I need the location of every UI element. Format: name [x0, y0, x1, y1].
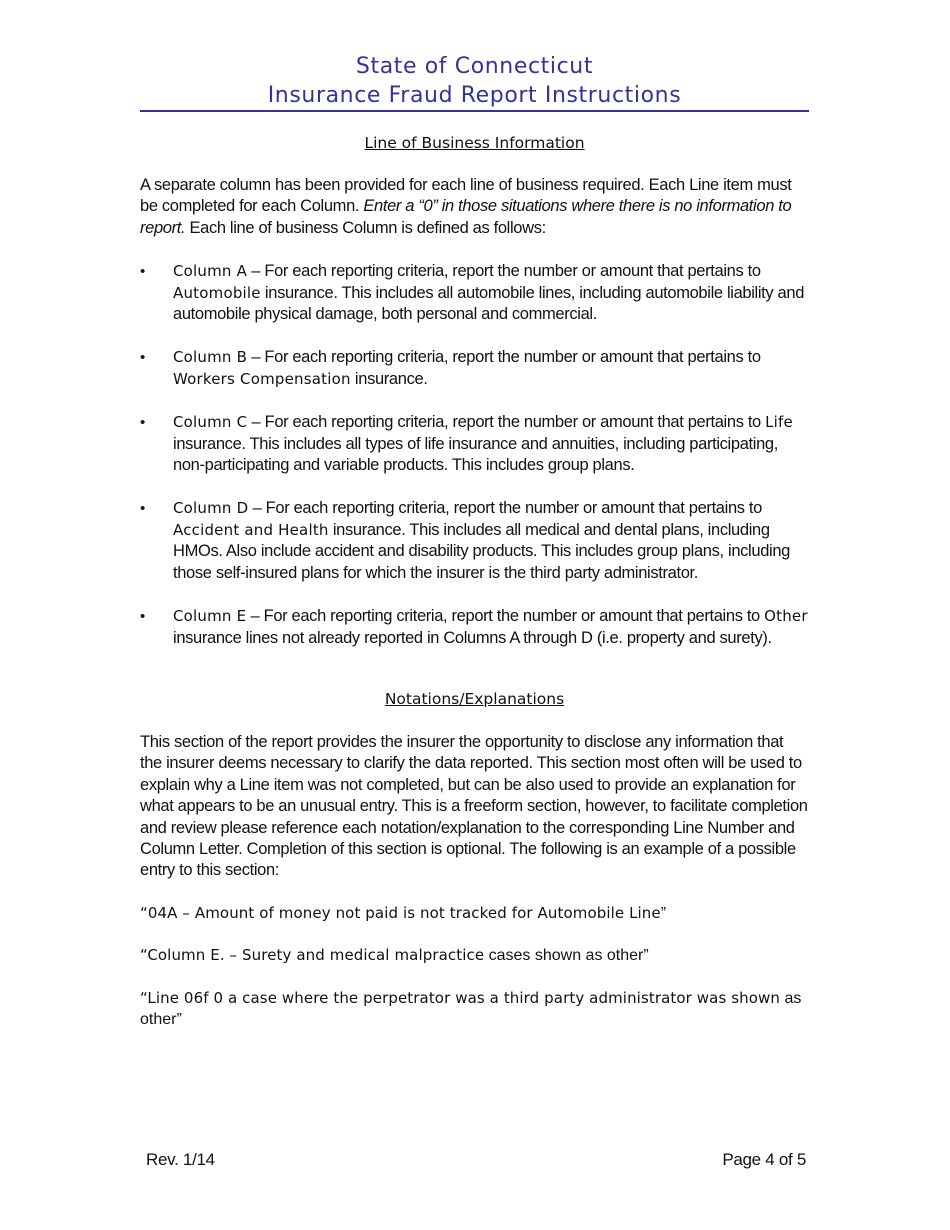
title-line-report: Insurance Fraud Report Instructions — [267, 83, 682, 108]
example-entry-1: “04A – Amount of money not paid is not tracked for Automobile Line” — [140, 903, 667, 922]
line-name: Other — [764, 607, 808, 626]
line-name: Life — [765, 413, 793, 432]
example-entry-3: “Line 06f 0 a case where the perpetrator was a third party administrator was shown as other” — [140, 988, 802, 1028]
page-number: Page 4 of 5 — [722, 1150, 806, 1169]
column-definition-e: • Column E – For each reporting criteria, report the number or amount that pertains to Other insurance lines not already reported in Columns A through D (i.e. property and surety). — [140, 606, 809, 649]
example-entry-2: “Column E. – Surety and medical malpractice cases shown as other” — [140, 946, 649, 965]
line-name: Accident and Health — [173, 520, 329, 539]
column-label: Column A — [173, 262, 248, 281]
revision-label: Rev. 1/14 — [146, 1150, 215, 1169]
column-label: Column D — [173, 499, 249, 518]
column-definition-d: • Column D – For each reporting criteria, report the number or amount that pertains to Accident and Health insurance. This includes all medical and dental plans, including HMOs. Also include accident and disability products. This includes group plans, including those self-insured plans for which the insurer is the third party administrator. — [140, 498, 809, 584]
line-of-business-intro: A separate column has been provided for each line of business required. Each Line item must be completed for each Column. Enter a “0” in those situations where there is no information to report. Each line of business Column is defined as follows: — [140, 176, 792, 237]
notations-heading: Notations/Explanations — [384, 689, 565, 708]
line-name: Workers Compensation — [173, 369, 351, 388]
column-label: Column C — [173, 413, 248, 432]
document-title — [140, 52, 809, 112]
document-page — [140, 52, 809, 1030]
column-label: Column B — [173, 348, 248, 367]
line-name: Automobile — [173, 283, 261, 302]
line-of-business-heading: Line of Business Information — [364, 134, 585, 152]
column-definitions-list — [140, 261, 809, 649]
column-definition-b: • Column B – For each reporting criteria, report the number or amount that pertains to Workers Compensation insurance. — [140, 347, 809, 390]
notations-paragraph: This section of the report provides the insurer the opportunity to disclose any information that the insurer deems necessary to clarify the data reported. This section most often will be used to explain why a Line item was not completed, but can be also used to provide an explanation for what appears to be an unusual entry. This is a freeform section, however, to facilitate completion and review please reference each notation/explanation to the corresponding Line Number and Column Letter. Completion of this section is optional. The following is an example of a possible entry to this section: — [140, 732, 808, 880]
column-definition-c: • Column C – For each reporting criteria, report the number or amount that pertains to Life insurance. This includes all types of life insurance and annuities, including participating, non-participating and variable products. This includes group plans. — [140, 412, 809, 476]
title-line-state: State of Connecticut — [355, 54, 594, 79]
column-definition-a: • Column A – For each reporting criteria, report the number or amount that pertains to Automobile insurance. This includes all automobile lines, including automobile liability and automobile physical damage, both personal and commercial. — [140, 261, 809, 325]
column-label: Column E — [173, 607, 247, 626]
